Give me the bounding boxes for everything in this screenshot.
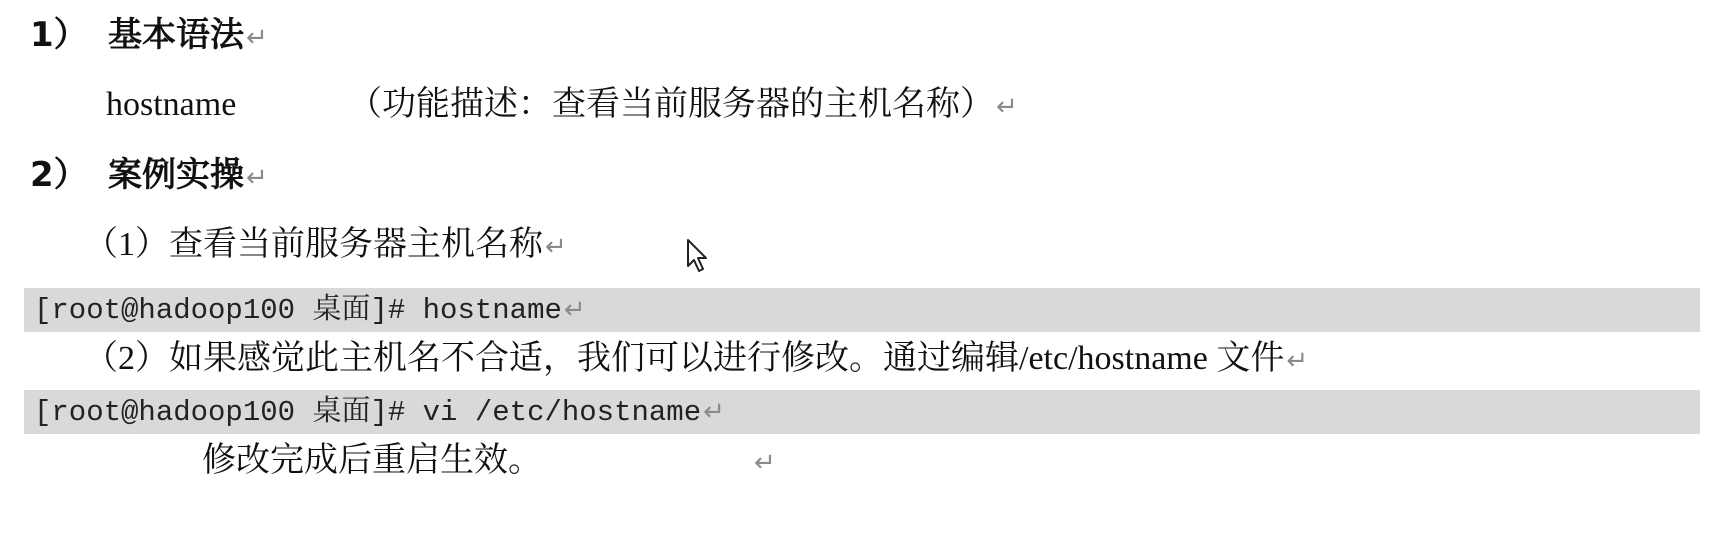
step-1-text: （1）查看当前服务器主机名称 <box>84 226 543 263</box>
syntax-command: hostname <box>106 86 237 123</box>
section-1-heading <box>30 15 268 55</box>
step-2-line <box>84 342 1308 376</box>
step-2-text: （2）如果感觉此主机名不合适，我们可以进行修改。通过编辑/etc/hostname 文件 <box>84 340 1285 377</box>
section-1-title: 基本语法 <box>108 15 244 55</box>
step-1-line <box>84 228 567 262</box>
section-2-heading <box>30 155 268 195</box>
code-1-text: [root@hadoop100 桌面]# hostname <box>34 294 562 327</box>
syntax-line <box>106 88 1018 122</box>
code-2-text: [root@hadoop100 桌面]# vi /etc/hostname <box>34 396 702 429</box>
paragraph-mark-icon: ↵ <box>996 92 1018 122</box>
note-line <box>202 444 776 478</box>
syntax-description: （功能描述：查看当前服务器的主机名称） <box>348 86 994 123</box>
paragraph-mark-icon: ↵ <box>703 397 725 427</box>
section-2-number: 2） <box>30 155 88 195</box>
note-text: 修改完成后重启生效。 <box>202 442 542 479</box>
paragraph-mark-icon: ↵ <box>754 448 776 478</box>
section-1-number: 1） <box>30 15 88 55</box>
paragraph-mark-icon: ↵ <box>246 163 268 193</box>
code-block-2 <box>24 390 1700 434</box>
section-2-title: 案例实操 <box>108 155 244 195</box>
mouse-pointer-icon <box>686 238 712 274</box>
code-block-1 <box>24 288 1700 332</box>
code-block-2-line <box>34 398 725 427</box>
paragraph-mark-icon: ↵ <box>246 23 268 53</box>
paragraph-mark-icon: ↵ <box>545 232 567 262</box>
paragraph-mark-icon: ↵ <box>1286 346 1309 376</box>
code-block-1-line <box>34 296 586 325</box>
paragraph-mark-icon: ↵ <box>563 295 586 325</box>
